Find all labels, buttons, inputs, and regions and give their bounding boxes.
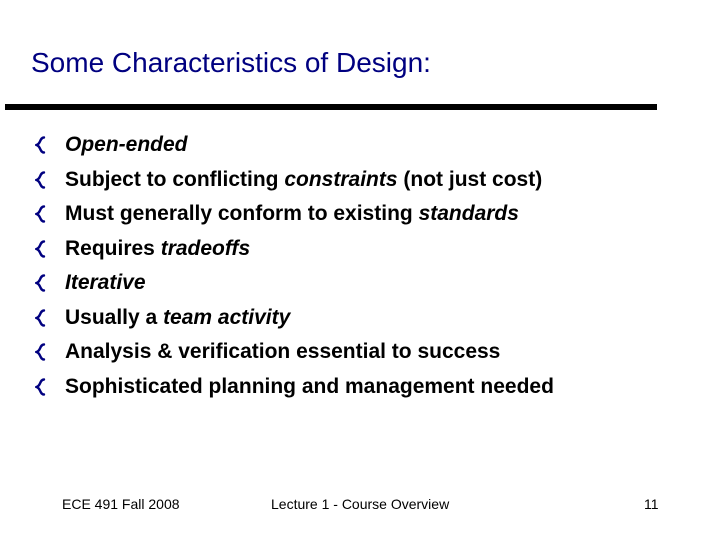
curly-bracket-bullet-icon <box>34 309 46 327</box>
bullet-text <box>65 270 146 296</box>
emphasis-text: tradeoffs <box>160 236 251 260</box>
emphasis-text: standards <box>418 202 519 225</box>
emphasis-text: team activity <box>163 305 291 329</box>
page-number: 11 <box>644 496 659 512</box>
emphasis-text: Open-ended <box>65 133 188 156</box>
bullet-text <box>65 236 250 262</box>
title-divider <box>5 104 657 110</box>
bullet-text-segment: Analysis & verification essential to success <box>65 340 501 363</box>
bullet-text-segment: Subject to conflicting <box>65 167 285 191</box>
bullet-text <box>65 374 554 400</box>
slide-title: Some Characteristics of Design: <box>31 47 431 78</box>
emphasis-text: constraints <box>284 167 398 191</box>
bullet-text <box>65 132 188 158</box>
curly-bracket-bullet-icon <box>34 240 46 258</box>
curly-bracket-bullet-icon <box>34 343 46 361</box>
bullet-text <box>65 305 290 331</box>
emphasis-text: Iterative <box>65 271 146 294</box>
curly-bracket-bullet-icon <box>34 171 46 189</box>
curly-bracket-bullet-icon <box>34 136 46 154</box>
bullet-text-segment: (not just cost) <box>397 167 543 191</box>
bullet-text <box>65 167 542 193</box>
bullet-text <box>65 339 500 365</box>
bullet-text-segment: Requires <box>65 236 161 260</box>
bullet-text-segment: Sophisticated planning and management needed <box>65 374 554 398</box>
curly-bracket-bullet-icon <box>34 205 46 223</box>
bullet-text-segment: Must generally conform to existing <box>65 202 419 225</box>
footer-lecture: Lecture 1 - Course Overview <box>271 496 450 512</box>
curly-bracket-bullet-icon <box>34 378 46 396</box>
curly-bracket-bullet-icon <box>34 274 46 292</box>
bullet-text-segment: Usually a <box>65 305 164 329</box>
bullet-text <box>65 201 519 227</box>
footer-course: ECE 491 Fall 2008 <box>62 496 180 512</box>
